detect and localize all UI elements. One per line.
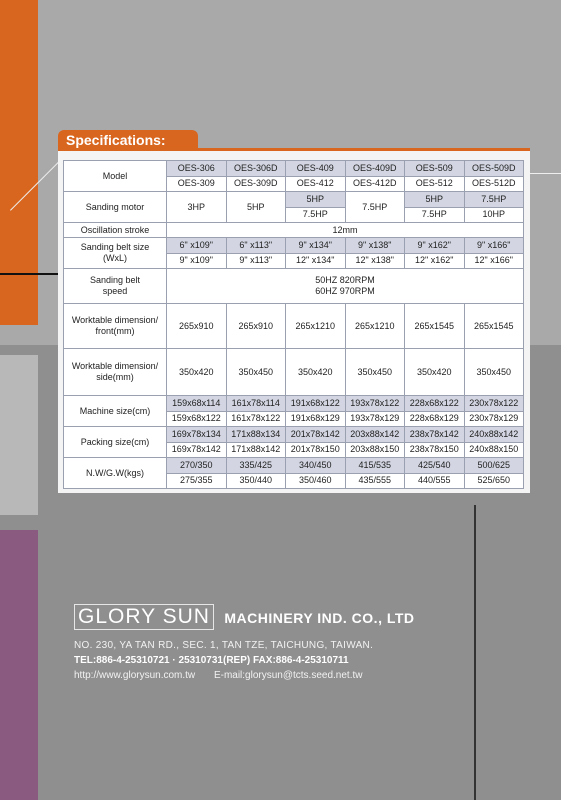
- label-oscillation: Oscillation stroke: [64, 223, 167, 238]
- front-6: 265x1545: [464, 304, 524, 349]
- machine-a-4: 193x78x122: [345, 396, 405, 412]
- belt-a-6: 9" x166": [464, 238, 524, 254]
- motor-5b: 7.5HP: [405, 207, 465, 223]
- motor-6a: 7.5HP: [464, 192, 524, 208]
- front-2: 265x910: [226, 304, 286, 349]
- label-side: [64, 349, 167, 396]
- website-link[interactable]: http://www.glorysun.com.tw: [74, 670, 196, 681]
- label-packing: Packing size(cm): [64, 427, 167, 458]
- packing-b-5: 238x78x150: [405, 442, 465, 458]
- motor-2: 5HP: [226, 192, 286, 223]
- belt-b-1: 9" x109": [167, 253, 227, 269]
- purple-bar: [0, 530, 38, 800]
- model-a-5: OES-509: [405, 161, 465, 177]
- row-model-a: [64, 161, 524, 177]
- motor-4: 7.5HP: [345, 192, 405, 223]
- company-name: [74, 604, 415, 630]
- belt-b-3: 12" x134": [286, 253, 346, 269]
- weight-a-6: 500/625: [464, 458, 524, 474]
- side-5: 350x420: [405, 349, 465, 396]
- row-packing-a: [64, 427, 524, 443]
- machine-b-5: 228x68x129: [405, 411, 465, 427]
- label-machine: Machine size(cm): [64, 396, 167, 427]
- model-b-1: OES-309: [167, 176, 227, 192]
- belt-speed-line1: 50HZ 820RPM: [315, 275, 375, 285]
- label-front-line1: Worktable dimension/: [71, 315, 159, 325]
- packing-a-5: 238x78x142: [405, 427, 465, 443]
- spec-tab: [58, 130, 198, 150]
- motor-1: 3HP: [167, 192, 227, 223]
- weight-a-1: 270/350: [167, 458, 227, 474]
- grey-bar: [0, 355, 38, 515]
- model-b-3: OES-412: [286, 176, 346, 192]
- label-belt-size-line1: Sanding belt size: [80, 242, 150, 252]
- side-4: 350x450: [345, 349, 405, 396]
- row-machine-a: [64, 396, 524, 412]
- belt-a-2: 6" x113": [226, 238, 286, 254]
- packing-a-4: 203x88x142: [345, 427, 405, 443]
- weight-b-1: 275/355: [167, 473, 227, 489]
- packing-a-2: 171x88x134: [226, 427, 286, 443]
- label-front-line2: front(mm): [95, 326, 135, 336]
- packing-a-3: 201x78x142: [286, 427, 346, 443]
- label-belt-size: [64, 238, 167, 269]
- label-side-line1: Worktable dimension/: [71, 361, 159, 371]
- model-a-2: OES-306D: [226, 161, 286, 177]
- side-1: 350x420: [167, 349, 227, 396]
- side-6: 350x450: [464, 349, 524, 396]
- weight-b-6: 525/650: [464, 473, 524, 489]
- weight-a-5: 425/540: [405, 458, 465, 474]
- belt-b-2: 9" x113": [226, 253, 286, 269]
- machine-b-2: 161x78x122: [226, 411, 286, 427]
- row-motor-a: [64, 192, 524, 208]
- belt-b-4: 12" x138": [345, 253, 405, 269]
- model-a-6: OES-509D: [464, 161, 524, 177]
- packing-b-2: 171x88x142: [226, 442, 286, 458]
- weight-b-2: 350/440: [226, 473, 286, 489]
- spec-rule: [58, 148, 530, 151]
- machine-b-6: 230x78x129: [464, 411, 524, 427]
- weight-b-3: 350/460: [286, 473, 346, 489]
- label-belt-speed: [64, 269, 167, 304]
- email-link[interactable]: E-mail:glorysun@tcts.seed.net.tw: [213, 670, 363, 681]
- model-a-4: OES-409D: [345, 161, 405, 177]
- side-3: 350x420: [286, 349, 346, 396]
- motor-5a: 5HP: [405, 192, 465, 208]
- weight-b-5: 440/555: [405, 473, 465, 489]
- row-belt-speed: [64, 269, 524, 304]
- label-belt-speed-line2: speed: [102, 286, 128, 296]
- machine-b-4: 193x78x129: [345, 411, 405, 427]
- row-oscillation: [64, 223, 524, 238]
- belt-a-4: 9" x138": [345, 238, 405, 254]
- label-belt-speed-line1: Sanding belt: [89, 275, 141, 285]
- front-4: 265x1210: [345, 304, 405, 349]
- model-b-5: OES-512: [405, 176, 465, 192]
- packing-b-4: 203x88x150: [345, 442, 405, 458]
- oscillation-value: 12mm: [167, 223, 524, 238]
- belt-a-1: 6" x109": [167, 238, 227, 254]
- front-1: 265x910: [167, 304, 227, 349]
- row-weight-a: [64, 458, 524, 474]
- model-a-1: OES-306: [167, 161, 227, 177]
- packing-a-6: 240x88x142: [464, 427, 524, 443]
- label-model: Model: [64, 161, 167, 192]
- belt-speed-value: [167, 269, 524, 304]
- front-5: 265x1545: [405, 304, 465, 349]
- motor-3b: 7.5HP: [286, 207, 346, 223]
- machine-b-1: 159x68x122: [167, 411, 227, 427]
- row-belt-a: [64, 238, 524, 254]
- side-2: 350x450: [226, 349, 286, 396]
- orange-bar: [0, 0, 38, 325]
- company-address: NO. 230, YA TAN RD., SEC. 1, TAN TZE, TAICHUNG, TAIWAN.: [74, 640, 374, 651]
- company-name-main: GLORY SUN: [74, 604, 214, 630]
- model-b-4: OES-412D: [345, 176, 405, 192]
- belt-a-3: 9" x134": [286, 238, 346, 254]
- machine-a-3: 191x68x122: [286, 396, 346, 412]
- label-motor: Sanding motor: [64, 192, 167, 223]
- belt-b-5: 12" x162": [405, 253, 465, 269]
- model-b-2: OES-309D: [226, 176, 286, 192]
- row-front: [64, 304, 524, 349]
- motor-3a: 5HP: [286, 192, 346, 208]
- machine-a-1: 159x68x114: [167, 396, 227, 412]
- label-weight: N.W/G.W(kgs): [64, 458, 167, 489]
- belt-a-5: 9" x162": [405, 238, 465, 254]
- company-tel-fax: TEL:886-4-25310721 · 25310731(REP) FAX:886-4-25310711: [74, 655, 349, 666]
- belt-speed-line2: 60HZ 970RPM: [315, 286, 375, 296]
- company-name-rest: MACHINERY IND. CO., LTD: [224, 610, 415, 626]
- motor-6b: 10HP: [464, 207, 524, 223]
- weight-a-2: 335/425: [226, 458, 286, 474]
- packing-a-1: 169x78x134: [167, 427, 227, 443]
- row-side: [64, 349, 524, 396]
- machine-b-3: 191x68x129: [286, 411, 346, 427]
- packing-b-6: 240x88x150: [464, 442, 524, 458]
- label-front: [64, 304, 167, 349]
- spec-title: Specifications:: [66, 132, 166, 148]
- black-line-vertical: [474, 505, 476, 800]
- white-line-horizontal: [530, 173, 561, 174]
- weight-b-4: 435/555: [345, 473, 405, 489]
- machine-a-6: 230x78x122: [464, 396, 524, 412]
- belt-b-6: 12" x166": [464, 253, 524, 269]
- front-3: 265x1210: [286, 304, 346, 349]
- weight-a-4: 415/535: [345, 458, 405, 474]
- company-web: [74, 670, 378, 681]
- spec-table: [63, 160, 524, 489]
- weight-a-3: 340/450: [286, 458, 346, 474]
- label-side-line2: side(mm): [96, 372, 134, 382]
- label-belt-size-line2: (WxL): [103, 253, 127, 263]
- packing-b-1: 169x78x142: [167, 442, 227, 458]
- packing-b-3: 201x78x150: [286, 442, 346, 458]
- machine-a-5: 228x68x122: [405, 396, 465, 412]
- model-a-3: OES-409: [286, 161, 346, 177]
- machine-a-2: 161x78x114: [226, 396, 286, 412]
- spec-header: [58, 130, 530, 150]
- model-b-6: OES-512D: [464, 176, 524, 192]
